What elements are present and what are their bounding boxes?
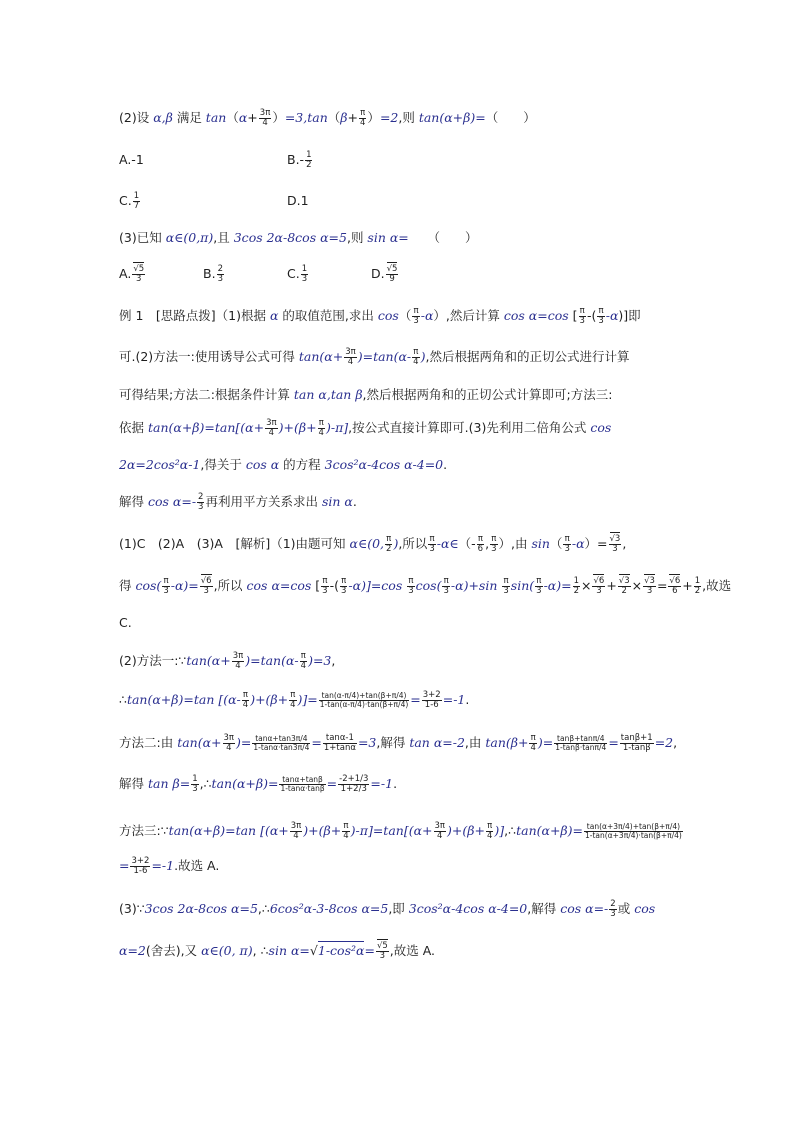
hint-line-1: 例 1 [思路点拨]（1)根据 α 的取值范围,求出 cos（ $\frac{\pi}{3}$ -α）,然后计算 cos α=cos [ $\frac{\pi}{3}$ -( $\frac{\pi}{3}$ -α)]即	[119, 306, 641, 326]
q3-option-b: B. $\frac{2}{3}$	[203, 264, 223, 284]
q2-option-a: A.-1	[119, 152, 144, 167]
answer-line-3: C.	[119, 615, 132, 630]
answer-line-5: ∴tan(α+β)=tan [(α- $\frac{\pi}{4}$ )+(β+ $\frac{\pi}{4}$ )]= $\frac{\tan(\alpha-\pi/4)+\tan(\beta+\pi/4)}{1-\tan(\alpha-\pi/4)\cdot\tan(\beta+\pi/4)}$ = $\frac{3+2}{1-6}$ =-1.	[119, 690, 470, 710]
answer-line-2: 得 cos( $\frac{\pi}{3}$ -α)= $\frac{√6}{3}$ ,所以 cos α=cos [ $\frac{\pi}{3}$ -( $\frac{\pi}{3}$ -α)]=cos $\frac{\pi}{3}$ cos( $\frac{\pi}{3}$ -α)+sin $\frac{\pi}{3}$ sin( $\frac{\pi}{3}$ -α)= $\frac{1}{2}$ × $\frac{√6}{3}$ + $\frac{√3}{2}$ × $\frac{√3}{3}$ = $\frac{√6}{6}$ + $\frac{1}{2}$ ,故选	[119, 576, 732, 596]
q3-option-c: C. $\frac{1}{3}$	[287, 264, 308, 284]
answer-line-7: 解得 tan β= $\frac{1}{3}$ ,∴tan(α+β)= $\frac{\tan\alpha+\tan\beta}{1-\tan\alpha\cdot\tan\beta}$ = $\frac{-2+1/3}{1+2/3}$ =-1.	[119, 774, 398, 794]
answer-line-4: (2)方法一:∵tan(α+ $\frac{3\pi}{4}$ )=tan(α- $\frac{\pi}{4}$ )=3,	[119, 651, 336, 671]
hint-line-4: 依据 tan(α+β)=tan[(α+ $\frac{3\pi}{4}$ )+(β+ $\frac{\pi}{4}$ )-π],按公式直接计算即可.(3)先利用二倍角公式 cos	[119, 418, 612, 438]
hint-line-6: 解得 cos α=- $\frac{2}{3}$ 再利用平方关系求出 sin α.	[119, 492, 357, 512]
answer-line-11: α=2(舍去),又 α∈(0, π), ∴sin α=√1-cos²α= $\frac{√5}{3}$ ,故选 A.	[119, 941, 436, 961]
answer-line-6: 方法二:由 tan(α+ $\frac{3\pi}{4}$ )= $\frac{\tan\alpha+\tan 3\pi/4}{1-\tan\alpha\cdot\tan 3\pi/4}$ = $\frac{\tan\alpha-1}{1+\tan\alpha}$ =3,解得 tan α=-2,由 tan(β+ $\frac{\pi}{4}$ )= $\frac{\tan\beta+\tan\pi/4}{1-\tan\beta\cdot\tan\pi/4}$ = $\frac{\tan\beta+1}{1-\tan\beta}$ =2,	[119, 733, 678, 753]
q2-option-d: D.1	[287, 193, 309, 208]
q2-stem: (2)设 α,β 满足 tan（α+ $\frac{3\pi}{4}$ ）=3,tan（β+ $\frac{\pi}{4}$ ）=2,则 tan(α+β)=（ ）	[119, 108, 536, 128]
q3-stem: (3)已知 α∈(0,π),且 3cos 2α-8cos α=5,则 sin α= （ ）	[119, 230, 478, 245]
answer-line-10: (3)∵3cos 2α-8cos α=5,∴6cos²α-3-8cos α=5,即 3cos²α-4cos α-4=0,解得 cos α=- $\frac{2}{3}$ 或 cos	[119, 899, 656, 919]
q2-option-c: C. $\frac{1}{7}$	[119, 191, 140, 211]
hint-line-3: 可得结果;方法二:根据条件计算 tan α,tan β,然后根据两角和的正切公式计算即可;方法三:	[119, 387, 613, 402]
answer-line-8: 方法三:∵tan(α+β)=tan [(α+ $\frac{3\pi}{4}$ )+(β+ $\frac{\pi}{4}$ )-π]=tan[(α+ $\frac{3\pi}{4}$ )+(β+ $\frac{\pi}{4}$ )],∴tan(α+β)= $\frac{\tan(\alpha+3\pi/4)+\tan(\beta+\pi/4)}{1-\tan(\alpha+3\pi/4)\cdot\tan(\beta+\pi/4)}$	[119, 821, 682, 841]
q3-option-a: A. $\frac{√5}{3}$	[119, 264, 145, 284]
q2-option-b: B.- $\frac{1}{2}$	[287, 150, 312, 170]
answer-line-9: = $\frac{3+2}{1-6}$ =-1.故选 A.	[119, 856, 220, 876]
hint-line-5: 2α=2cos²α-1,得关于 cos α 的方程 3cos²α-4cos α-4=0.	[119, 457, 448, 472]
hint-line-2: 可.(2)方法一:使用诱导公式可得 tan(α+ $\frac{3\pi}{4}$ )=tan(α- $\frac{\pi}{4}$ ),然后根据两角和的正切公式进行计算	[119, 347, 630, 367]
q3-option-d: D. $\frac{√5}{9}$	[371, 264, 398, 284]
answer-line-1: (1)C (2)A (3)A [解析]（1)由题可知 α∈(0, $\frac{\pi}{2}$ ),所以 $\frac{\pi}{3}$ -α∈（- $\frac{\pi}{6}$ , $\frac{\pi}{3}$ ）,由 sin（ $\frac{\pi}{3}$ -α）= $\frac{√3}{3}$ ,	[119, 534, 627, 554]
